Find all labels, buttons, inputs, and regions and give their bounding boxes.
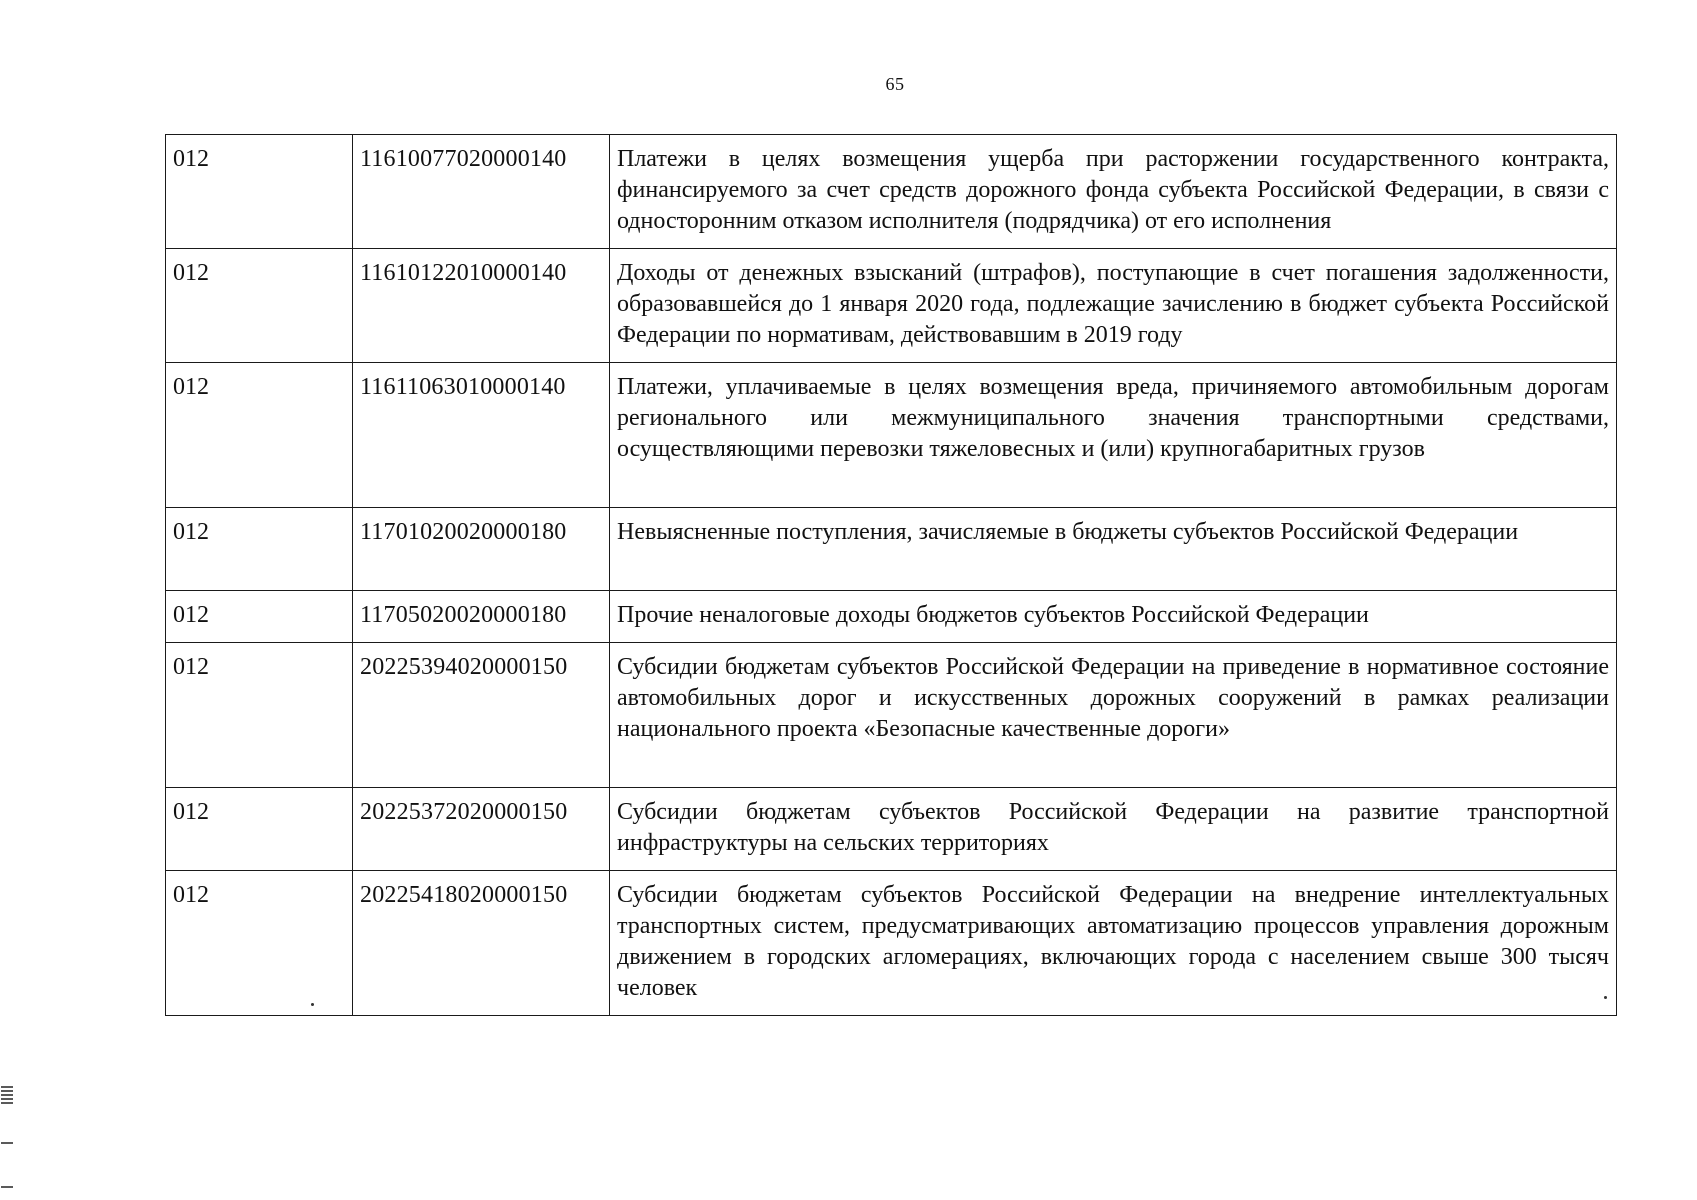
- description-cell: Невыясненные поступления, зачисляемые в бюджеты субъектов Российской Федерации: [610, 508, 1617, 591]
- table-row: [166, 788, 1617, 871]
- table-row: [166, 508, 1617, 591]
- admin-code-cell: 012: [166, 788, 353, 871]
- description-cell: Платежи в целях возмещения ущерба при расторжении государственного контракта, финансируемого за счет средств дорожного фонда субъекта Российской Федерации, в связи с односторонним отказом исполнителя (подрядчика) от его исполнения: [610, 135, 1617, 249]
- description-cell: Субсидии бюджетам субъектов Российской Федерации на внедрение интеллектуальных транспортных систем, предусматривающих автоматизацию процессов управления дорожным движением в городских агломерациях, включающих города с населением свыше 300 тысяч человек: [610, 871, 1617, 1016]
- description-cell: Доходы от денежных взысканий (штрафов), поступающие в счет погашения задолженности, образовавшейся до 1 января 2020 года, подлежащие зачислению в бюджет субъекта Российской Федерации по нормативам, действовавшим в 2019 году: [610, 249, 1617, 363]
- budget-code-cell: 11705020020000180: [353, 591, 610, 643]
- description-cell: Субсидии бюджетам субъектов Российской Федерации на развитие транспортной инфраструктуры на сельских территориях: [610, 788, 1617, 871]
- admin-code-cell: 012: [166, 871, 353, 1016]
- admin-code-cell: 012: [166, 249, 353, 363]
- table-row: [166, 871, 1617, 1016]
- table-row: [166, 591, 1617, 643]
- budget-code-cell: 11610077020000140: [353, 135, 610, 249]
- page-number: 65: [885, 74, 905, 94]
- scan-speck: [311, 1003, 314, 1006]
- description-cell: Субсидии бюджетам субъектов Российской Федерации на приведение в нормативное состояние автомобильных дорог и искусственных дорожных сооружений в рамках реализации национального проекта «Безопасные качественные дороги»: [610, 643, 1617, 788]
- budget-code-cell: 11701020020000180: [353, 508, 610, 591]
- admin-code-cell: 012: [166, 591, 353, 643]
- description-cell: Прочие неналоговые доходы бюджетов субъектов Российской Федерации: [610, 591, 1617, 643]
- admin-code-cell: 012: [166, 643, 353, 788]
- table-row: [166, 643, 1617, 788]
- binding-edge-marks: [0, 1085, 14, 1190]
- scan-speck: [1604, 996, 1607, 999]
- budget-code-cell: 20225394020000150: [353, 643, 610, 788]
- admin-code-cell: 012: [166, 135, 353, 249]
- budget-code-cell: 11610122010000140: [353, 249, 610, 363]
- budget-code-cell: 11611063010000140: [353, 363, 610, 508]
- admin-code-cell: 012: [166, 363, 353, 508]
- description-cell: Платежи, уплачиваемые в целях возмещения вреда, причиняемого автомобильным дорогам регионального или межмуниципального значения транспортными средствами, осуществляющими перевозки тяжеловесных и (или) крупногабаритных грузов: [610, 363, 1617, 508]
- admin-code-cell: 012: [166, 508, 353, 591]
- table-row: [166, 249, 1617, 363]
- budget-code-cell: 20225372020000150: [353, 788, 610, 871]
- budget-revenue-table: [165, 134, 1617, 1016]
- table-row: [166, 135, 1617, 249]
- table-row: [166, 363, 1617, 508]
- budget-code-cell: 20225418020000150: [353, 871, 610, 1016]
